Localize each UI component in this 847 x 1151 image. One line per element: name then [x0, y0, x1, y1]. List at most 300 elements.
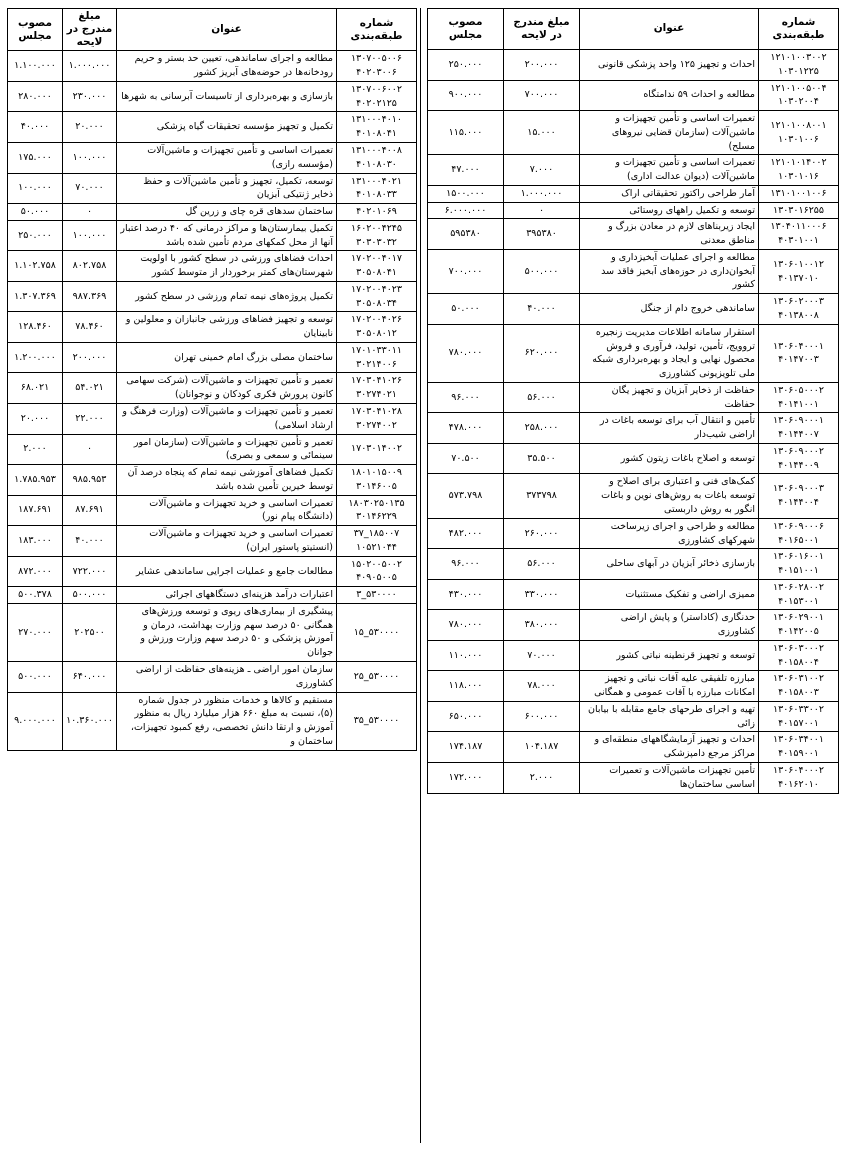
bill-amount: ۱۵.۰۰۰: [504, 111, 580, 155]
classification-code-cell: [337, 251, 417, 282]
table-row: [428, 671, 839, 702]
approved-amount: ۴۰.۰۰۰: [8, 112, 63, 143]
approved-amount: ۷۰.۵۰۰: [428, 443, 504, 474]
row-title: بازسازی و بهره‌برداری از تاسیسات آبرسانی به شهرها: [117, 81, 337, 112]
classification-code: ۱۳۰۳۰۱۶۲۵۵: [772, 204, 825, 216]
row-title: مطالعه و طراحی و اجرای زیرساخت شهرکهای کشاورزی: [580, 518, 759, 549]
table-row: [8, 373, 417, 404]
approved-amount: ۶۸.۰۲۱: [8, 373, 63, 404]
classification-code-cell: [337, 495, 417, 526]
approved-amount: ۱.۱۰۲.۷۵۸: [8, 251, 63, 282]
classification-code: ۴۰۱۴۲۰۰۵: [778, 626, 819, 638]
approved-amount: ۱۷۴.۱۸۷: [428, 732, 504, 763]
row-title: حفاظت از ذخایر آبزیان و تجهیز یگان حفاظت: [580, 382, 759, 413]
bill-amount: ۱.۰۰۰.۰۰۰: [504, 185, 580, 202]
classification-code: ۳۰۱۴۶۰۰۵: [356, 480, 397, 492]
table-row: [428, 185, 839, 202]
classification-code: ۴۰۱۵۸۰۰۴: [778, 656, 819, 668]
bill-amount: ۳۹۵۳۸۰: [504, 219, 580, 250]
bill-amount: ۱۰۴.۱۸۷: [504, 732, 580, 763]
classification-code-cell: [759, 518, 839, 549]
classification-code: ۱۳۰۶۰۳۱۰۰۲: [772, 673, 825, 685]
table-row: [8, 662, 417, 693]
bill-amount: ۲۰۲۵۰۰: [63, 603, 117, 661]
bill-amount: ۲.۰۰۰: [504, 762, 580, 793]
row-title: تعمیرات اساسی و خرید تجهیزات و ماشین‌آلات (دانشگاه پیام نور): [117, 495, 337, 526]
approved-amount: ۲.۰۰۰: [8, 434, 63, 465]
row-title: تعمیر و تأمین تجهیزات و ماشین‌آلات (وزارت فرهنگ و ارشاد اسلامی): [117, 403, 337, 434]
bill-amount: ۳۸۰.۰۰۰: [504, 610, 580, 641]
classification-code: ۴۰۳۰۱۰۰۱: [778, 235, 819, 247]
approved-amount: ۲۵۰.۰۰۰: [428, 50, 504, 81]
classification-code: ۱۳۰۶۰۳۴۰۰۱: [772, 734, 825, 746]
table-row: [428, 549, 839, 580]
table-row: [8, 603, 417, 661]
classification-code-cell: [337, 142, 417, 173]
row-title: تکمیل پروژه‌های نیمه تمام ورزشی در سطح کشور: [117, 281, 337, 312]
table-row: [428, 640, 839, 671]
classification-code: ۱۲۱۰۱۰۰۵۰۰۴: [770, 82, 827, 94]
table-row: [428, 443, 839, 474]
row-title: مطالعه و اجرای عملیات آبخیزداری و آبخوان‌داری در حوزه‌های آبخیز فاقد سد کشور: [580, 249, 759, 293]
approved-amount: ۱۷۵.۰۰۰: [8, 142, 63, 173]
classification-code: ۱۳۱۰۱۰۰۱۰۰۶: [770, 187, 827, 199]
classification-code: ۴۰۱۴۴۰۰۹: [778, 459, 819, 471]
row-title: بازسازی ذخائر آبزیان در آبهای ساحلی: [580, 549, 759, 580]
bill-amount: ۳۳۰.۰۰۰: [504, 579, 580, 610]
table-row: [428, 80, 839, 111]
table-row: [8, 173, 417, 204]
approved-amount: ۹.۰۰۰.۰۰۰: [8, 692, 63, 750]
classification-code: ۱۰۳۰۲۰۰۴: [778, 96, 819, 108]
classification-code-cell: [759, 382, 839, 413]
table-row: [428, 324, 839, 382]
row-title: مبارزه تلفیقی علیه آفات نباتی و تجهیز امکانات مبارزه با آفات عمومی و همگانی: [580, 671, 759, 702]
classification-code: ۳۰۵۰۸۰۳۴: [356, 297, 397, 309]
classification-code-cell: [337, 662, 417, 693]
classification-code: ۴۰۱۶۲۰۱۰: [778, 778, 819, 790]
classification-code: ۴۰۲۰۳۰۰۶: [356, 67, 397, 79]
bill-amount: ۷.۰۰۰: [504, 155, 580, 186]
table-row: [428, 219, 839, 250]
classification-code: ۴۰۱۰۸۰۴۱: [356, 128, 397, 140]
classification-code: ۴۰۹۰۵۰۰۵: [356, 572, 397, 584]
classification-code-cell: [759, 249, 839, 293]
table-row: [8, 281, 417, 312]
classification-code-cell: [337, 373, 417, 404]
classification-code: ۱۷۰۳۰۴۱۰۲۸: [350, 405, 403, 417]
classification-code-cell: [337, 603, 417, 661]
bill-amount: ۲۵۸.۰۰۰: [504, 413, 580, 444]
classification-code: ۱۸۰۱۰۱۵۰۰۹: [350, 467, 403, 479]
classification-code: ۳۰۵۰۸۰۴۱: [356, 267, 397, 279]
row-title: تعمیرات اساسی و تأمین تجهیزات و ماشین‌آلات (سازمان قضایی نیروهای مسلح): [580, 111, 759, 155]
classification-code: ۱۸۵۰۰۷_۳۷: [353, 528, 400, 540]
bill-amount: ۸۰۲.۷۵۸: [63, 251, 117, 282]
table-row: [8, 495, 417, 526]
row-title: تعمیرات اساسی و تأمین تجهیزات و ماشین‌آلات (مؤسسه رازی): [117, 142, 337, 173]
header-title: عنوان: [580, 9, 759, 50]
approved-amount: ۱.۳۰۷.۳۶۹: [8, 281, 63, 312]
classification-code: ۱۰۳۰۱۰۱۶: [778, 171, 819, 183]
header-approved-amount: مصوب مجلس: [8, 9, 63, 51]
table-row: [428, 610, 839, 641]
classification-code: ۱۳۰۶۰۱۰۰۱۲: [772, 258, 825, 270]
approved-amount: ۱۱۰.۰۰۰: [428, 640, 504, 671]
table-row: [8, 51, 417, 82]
bill-amount: ۰: [504, 202, 580, 219]
approved-amount: ۴۸۲.۰۰۰: [428, 518, 504, 549]
approved-amount: ۷۰۰.۰۰۰: [428, 249, 504, 293]
classification-code: ۳۰۲۱۴۰۰۶: [356, 358, 397, 370]
classification-code: ۵۳۰۰۰۰_۳۵: [353, 715, 400, 727]
bill-amount: ۶۴۰.۰۰۰: [63, 662, 117, 693]
table-row: [428, 294, 839, 325]
classification-code: ۳۰۳۰۳۰۳۲: [356, 236, 397, 248]
approved-amount: ۵۰.۰۰۰: [8, 204, 63, 221]
classification-code: ۱۳۰۶۰۱۶۰۰۱: [772, 551, 825, 563]
approved-amount: ۵۹۵۳۸۰: [428, 219, 504, 250]
classification-code-cell: [759, 610, 839, 641]
bill-amount: ۱.۰۰۰.۰۰۰: [63, 51, 117, 82]
bill-amount: ۵۴.۰۲۱: [63, 373, 117, 404]
approved-amount: ۸۷۲.۰۰۰: [8, 556, 63, 587]
bill-amount: ۸۷.۶۹۱: [63, 495, 117, 526]
approved-amount: ۶۵۰.۰۰۰: [428, 701, 504, 732]
classification-code: ۱۷۰۲۰۰۴۰۱۷: [350, 253, 403, 265]
classification-code-cell: [337, 465, 417, 496]
bill-amount: ۵۰۰.۰۰۰: [63, 587, 117, 604]
classification-code: ۱۷۰۱۰۳۳۰۱۱: [350, 344, 403, 356]
bill-amount: ۲۰۰.۰۰۰: [63, 342, 117, 373]
row-title: تعمیر و تأمین تجهیزات و ماشین‌آلات (شرکت سهامی کانون پرورش فکری کودکان و نوجوانان): [117, 373, 337, 404]
table-row: [8, 204, 417, 221]
table-row: [8, 403, 417, 434]
header-code: شماره طبقه‌بندی: [337, 9, 417, 51]
bill-amount: ۶۰۰.۰۰۰: [504, 701, 580, 732]
approved-amount: ۴۷.۰۰۰: [428, 155, 504, 186]
classification-code: ۱۳۰۷۰۰۵۰۰۶: [350, 53, 403, 65]
classification-code: ۵۳۰۰۰۰_۳: [356, 589, 397, 601]
classification-code-cell: [759, 413, 839, 444]
bill-amount: ۶۲۰.۰۰۰: [504, 324, 580, 382]
row-title: آمار طراحی راکتور تحقیقاتی اراک: [580, 185, 759, 202]
row-title: توسعه و تجهیز قرنطینه نباتی کشور: [580, 640, 759, 671]
approved-amount: ۱۷۲.۰۰۰: [428, 762, 504, 793]
table-row: [428, 202, 839, 219]
row-title: مطالعه و اجرای ساماندهی، تعیین حد بستر و حریم رودخانه‌ها در حوضه‌های آبریز کشور: [117, 51, 337, 82]
classification-code: ۱۷۰۲۰۰۴۰۲۳: [350, 283, 403, 295]
bill-amount: ۵۶.۰۰۰: [504, 382, 580, 413]
classification-code: ۱۲۱۰۱۰۰۸۰۰۱: [770, 119, 827, 131]
approved-amount: ۹۰۰.۰۰۰: [428, 80, 504, 111]
table-row: [8, 587, 417, 604]
approved-amount: ۷۸۰.۰۰۰: [428, 324, 504, 382]
row-title: توسعه و تجهیز فضاهای ورزشی جانبازان و معلولین و نابینایان: [117, 312, 337, 343]
classification-code-cell: [759, 50, 839, 81]
classification-code: ۱۳۰۶۰۳۳۰۰۲: [772, 703, 825, 715]
classification-code: ۴۰۱۳۷۰۱۰: [778, 272, 819, 284]
classification-code-cell: [337, 173, 417, 204]
classification-code: ۵۳۰۰۰۰_۲۵: [353, 670, 400, 682]
table-row: [428, 50, 839, 81]
header-approved-amount: مصوب مجلس: [428, 9, 504, 50]
classification-code: ۴۰۱۵۱۰۰۱: [778, 565, 819, 577]
table-row: [428, 762, 839, 793]
table-row: [8, 81, 417, 112]
bill-amount: ۴۰.۰۰۰: [504, 294, 580, 325]
approved-amount: ۱.۱۰۰.۰۰۰: [8, 51, 63, 82]
classification-code: ۳۰۱۴۶۲۲۹: [356, 511, 397, 523]
header-code: شماره طبقه‌بندی: [759, 9, 839, 50]
classification-code: ۳۰۵۰۸۰۱۲: [356, 328, 397, 340]
bill-amount: ۷۸.۰۰۰: [504, 671, 580, 702]
header-bill-amount: مبلغ مندرج در لایحه: [63, 9, 117, 51]
classification-code: ۱۳۰۶۰۲۹۰۰۱: [772, 612, 825, 624]
table-row: [8, 342, 417, 373]
classification-code: ۴۰۱۶۵۰۰۱: [778, 534, 819, 546]
classification-code: ۱۲۱۰۱۰۱۴۰۰۲: [770, 157, 827, 169]
classification-code: ۱۳۰۶۰۴۰۰۰۲: [772, 764, 825, 776]
row-title: مطالعات جامع و عملیات اجرایی ساماندهی عشایر: [117, 556, 337, 587]
bill-amount: ۷۲۲.۰۰۰: [63, 556, 117, 587]
bill-amount: ۲۰.۰۰۰: [63, 112, 117, 143]
classification-code: ۱۳۰۶۰۵۰۰۰۲: [772, 384, 825, 396]
approved-amount: ۱.۷۸۵.۹۵۳: [8, 465, 63, 496]
classification-code: ۴۰۱۵۹۰۰۱: [778, 748, 819, 760]
classification-code-cell: [759, 324, 839, 382]
classification-code: ۱۳۰۶۰۹۰۰۰۶: [772, 520, 825, 532]
table-row: [428, 155, 839, 186]
table-body: [8, 51, 417, 750]
header-row: [428, 9, 839, 50]
table-row: [8, 312, 417, 343]
classification-code-cell: [759, 155, 839, 186]
row-title: تعمیرات اساسی و تأمین تجهیزات و ماشین‌آلات (دیوان عدالت اداری): [580, 155, 759, 186]
row-title: ایجاد زیربناهای لازم در معادن بزرگ و مناطق معدنی: [580, 219, 759, 250]
approved-amount: ۱۰۰.۰۰۰: [8, 173, 63, 204]
classification-code: ۴۰۱۴۷۰۰۳: [778, 354, 819, 366]
row-title: اعتبارات درآمد هزینه‌ای دستگاههای اجرائی: [117, 587, 337, 604]
classification-code: ۱۳۰۷۰۰۶۰۰۲: [350, 83, 403, 95]
bill-amount: ۱۰۰.۰۰۰: [63, 142, 117, 173]
row-title: توسعه و اصلاح باغات زیتون کشور: [580, 443, 759, 474]
bill-amount: ۳۷۳۷۹۸: [504, 474, 580, 518]
row-title: ساختمان مصلی بزرگ امام خمینی تهران: [117, 342, 337, 373]
classification-code: ۴۰۲۰۱۰۶۹: [356, 206, 397, 218]
row-title: تهیه و اجرای طرحهای جامع مقابله با بیابان زائی: [580, 701, 759, 732]
row-title: مستقیم و کالاها و خدمات منظور در جدول شماره (۵)، نسبت به مبلغ ۶۶۰ هزار میلیارد ریال به منظور آموزش و ارتقا دانش تخصصی، رفع کمبود تجهیزات، ساختمان و: [117, 692, 337, 750]
classification-code-cell: [337, 204, 417, 221]
table-row: [8, 526, 417, 557]
approved-amount: ۱۱۸.۰۰۰: [428, 671, 504, 702]
classification-code-cell: [759, 762, 839, 793]
classification-code-cell: [337, 434, 417, 465]
row-title: توسعه، تکمیل، تجهیز و تأمین ماشین‌آلات و حفظ ذخایر ژنتیکی آبزیان: [117, 173, 337, 204]
classification-code-cell: [337, 81, 417, 112]
table-row: [8, 556, 417, 587]
classification-code-cell: [759, 701, 839, 732]
classification-code: ۱۳۰۶۰۳۰۰۰۲: [772, 642, 825, 654]
classification-code-cell: [337, 692, 417, 750]
classification-code-cell: [759, 732, 839, 763]
classification-code-cell: [337, 281, 417, 312]
approved-amount: ۴۷۸.۰۰۰: [428, 413, 504, 444]
classification-code-cell: [759, 185, 839, 202]
classification-code: ۱۳۰۶۰۹۰۰۰۲: [772, 445, 825, 457]
classification-code: ۱۳۱۰۰۰۴۰۰۸: [350, 144, 403, 156]
approved-amount: ۹۶.۰۰۰: [428, 382, 504, 413]
classification-code-cell: [337, 403, 417, 434]
classification-code-cell: [759, 111, 839, 155]
bill-amount: ۱۰.۳۶۰.۰۰۰: [63, 692, 117, 750]
classification-code-cell: [759, 640, 839, 671]
classification-code-cell: [759, 671, 839, 702]
approved-amount: ۴۳۰.۰۰۰: [428, 579, 504, 610]
row-title: تکمیل و تجهیز مؤسسه تحقیقات گیاه پزشکی: [117, 112, 337, 143]
classification-code: ۴۰۱۰۸۰۳۳: [356, 189, 397, 201]
classification-code: ۴۰۲۰۲۱۲۵: [356, 97, 397, 109]
classification-code-cell: [759, 443, 839, 474]
table-row: [428, 474, 839, 518]
classification-code: ۱۰۳۰۱۰۰۶: [778, 133, 819, 145]
bill-amount: ۰: [63, 434, 117, 465]
classification-code: ۱۰۳۰۱۲۲۵: [778, 65, 819, 77]
classification-code-cell: [337, 526, 417, 557]
table-row: [428, 701, 839, 732]
table-row: [8, 112, 417, 143]
table-row: [8, 434, 417, 465]
approved-amount: ۲۸۰.۰۰۰: [8, 81, 63, 112]
classification-code-cell: [337, 587, 417, 604]
classification-code-cell: [337, 51, 417, 82]
table-row: [428, 518, 839, 549]
classification-code: ۱۵۰۲۰۰۵۰۰۲: [350, 558, 403, 570]
approved-amount: ۱۵۰۰.۰۰۰: [428, 185, 504, 202]
table-row: [8, 465, 417, 496]
classification-code: ۱۳۰۶۰۲۰۰۰۳: [772, 296, 825, 308]
classification-code-cell: [337, 556, 417, 587]
classification-code: ۱۳۱۰۰۰۴۰۱۰: [350, 114, 403, 126]
row-title: تکمیل بیمارستان‌ها و مراکز درمانی که ۴۰ درصد اعتبار آنها از محل کمکهای مردم تأمین شده باشد: [117, 220, 337, 251]
row-title: احداث و تجهیز ۱۲۵ واحد پزشکی قانونی: [580, 50, 759, 81]
table-row: [428, 249, 839, 293]
approved-amount: ۲۰.۰۰۰: [8, 403, 63, 434]
bill-amount: ۲۰۰.۰۰۰: [504, 50, 580, 81]
row-title: ممیزی اراضی و تفکیک مستثنیات: [580, 579, 759, 610]
bill-amount: ۷۰.۰۰۰: [504, 640, 580, 671]
approved-amount: ۵۰۰.۰۰۰: [8, 662, 63, 693]
classification-code: ۵۳۰۰۰۰_۱۵: [353, 626, 400, 638]
table-row: [428, 732, 839, 763]
bill-amount: ۲۳۰.۰۰۰: [63, 81, 117, 112]
row-title: احداث فضاهای ورزشی در سطح کشور با اولویت شهرستان‌های کمتر برخوردار از متوسط کشور: [117, 251, 337, 282]
classification-code: ۱۲۱۰۱۰۰۳۰۰۲: [770, 52, 827, 63]
row-title: توسعه و تکمیل راههای روستائی: [580, 202, 759, 219]
budget-table-right: [427, 8, 839, 794]
row-title: احداث و تجهیز آزمایشگاههای منطقه‌ای و مراکز مرجع دامپزشکی: [580, 732, 759, 763]
approved-amount: ۱۲۸.۴۶۰: [8, 312, 63, 343]
row-title: سازمان امور اراضی ـ هزینه‌های حفاظت از اراضی کشاورزی: [117, 662, 337, 693]
approved-amount: ۲۵۰.۰۰۰: [8, 220, 63, 251]
row-title: تأمین و انتقال آب برای توسعه باغات در اراضی شیب‌دار: [580, 413, 759, 444]
classification-code: ۴۰۱۴۱۰۰۱: [778, 398, 819, 410]
classification-code: ۱۳۰۶۰۹۰۰۰۱: [772, 415, 825, 427]
classification-code: ۴۰۱۴۴۰۰۷: [778, 429, 819, 441]
classification-code-cell: [337, 342, 417, 373]
classification-code: ۴۰۱۰۸۰۳۰: [356, 158, 397, 170]
bill-amount: ۵۰۰.۰۰۰: [504, 249, 580, 293]
approved-amount: ۲۷۰.۰۰۰: [8, 603, 63, 661]
classification-code: ۴۰۱۵۳۰۰۱: [778, 595, 819, 607]
approved-amount: ۱۸۳.۰۰۰: [8, 526, 63, 557]
classification-code-cell: [759, 549, 839, 580]
header-row: [8, 9, 417, 51]
classification-code: ۱۳۰۶۰۹۰۰۰۳: [772, 483, 825, 495]
approved-amount: ۱.۲۰۰.۰۰۰: [8, 342, 63, 373]
bill-amount: ۴۰.۰۰۰: [63, 526, 117, 557]
approved-amount: ۵۷۳.۷۹۸: [428, 474, 504, 518]
bill-amount: ۲۲.۰۰۰: [63, 403, 117, 434]
classification-code: ۱۷۰۳۰۴۱۰۲۶: [350, 375, 403, 387]
classification-code-cell: [759, 294, 839, 325]
row-title: کمک‌های فنی و اعتباری برای اصلاح و توسعه باغات به روش‌های نوین و باغات انگور به روش داربستی: [580, 474, 759, 518]
classification-code: ۱۳۱۰۰۰۴۰۲۱: [350, 175, 403, 187]
table-row: [428, 579, 839, 610]
bill-amount: ۲۶۰.۰۰۰: [504, 518, 580, 549]
classification-code: ۴۰۱۳۸۰۰۸: [778, 310, 819, 322]
row-title: پیشگیری از بیماری‌های ریوی و توسعه ورزش‌های همگانی ۵۰ درصد سهم وزارت بهداشت، درمان و آموزش پزشکی و ۵۰ درصد سهم وزارت ورزش و جوانان: [117, 603, 337, 661]
row-title: ساختمان سدهای قره چای و زرین گل: [117, 204, 337, 221]
column-separator: [420, 8, 421, 1143]
row-title: تعمیر و تأمین تجهیزات و ماشین‌آلات (سازمان امور سینمائی و سمعی و بصری): [117, 434, 337, 465]
classification-code-cell: [759, 579, 839, 610]
classification-code: ۱۶۰۲۰۰۴۲۴۵: [350, 222, 403, 234]
approved-amount: ۵۰.۰۰۰: [428, 294, 504, 325]
classification-code-cell: [337, 312, 417, 343]
table-row: [8, 142, 417, 173]
header-bill-amount: مبلغ مندرج در لایحه: [504, 9, 580, 50]
approved-amount: ۵۰۰.۳۷۸: [8, 587, 63, 604]
classification-code: ۱۷۰۲۰۰۴۰۲۶: [350, 314, 403, 326]
budget-table-left: [7, 8, 417, 751]
table-row: [8, 220, 417, 251]
table-row: [428, 111, 839, 155]
approved-amount: ۹۶.۰۰۰: [428, 549, 504, 580]
header-title: عنوان: [117, 9, 337, 51]
classification-code: ۳۰۲۷۴۰۲۱: [356, 389, 397, 401]
table-body: [428, 50, 839, 794]
bill-amount: ۷۸.۴۶۰: [63, 312, 117, 343]
approved-amount: ۱۱۵.۰۰۰: [428, 111, 504, 155]
classification-code: ۱۷۰۳۰۱۴۰۰۲: [350, 443, 403, 455]
bill-amount: ۹۸۷.۳۶۹: [63, 281, 117, 312]
classification-code: ۱۳۰۴۰۱۱۰۰۰۶: [770, 221, 827, 233]
row-title: مطالعه و احداث ۵۹ ندامتگاه: [580, 80, 759, 111]
classification-code-cell: [337, 220, 417, 251]
classification-code: ۴۰۱۵۷۰۰۱: [778, 717, 819, 729]
classification-code: ۴۰۱۴۴۰۰۴: [778, 497, 819, 509]
bill-amount: ۳۵.۵۰۰: [504, 443, 580, 474]
classification-code-cell: [337, 112, 417, 143]
row-title: ساماندهی خروج دام از جنگل: [580, 294, 759, 325]
bill-amount: ۷۰.۰۰۰: [63, 173, 117, 204]
classification-code: ۱۳۰۶۰۴۰۰۰۱: [772, 340, 825, 352]
classification-code-cell: [759, 80, 839, 111]
bill-amount: ۵۶.۰۰۰: [504, 549, 580, 580]
row-title: تکمیل فضاهای آموزشی نیمه تمام که پنجاه درصد آن توسط خیرین تأمین شده باشد: [117, 465, 337, 496]
bill-amount: ۹۸۵.۹۵۳: [63, 465, 117, 496]
